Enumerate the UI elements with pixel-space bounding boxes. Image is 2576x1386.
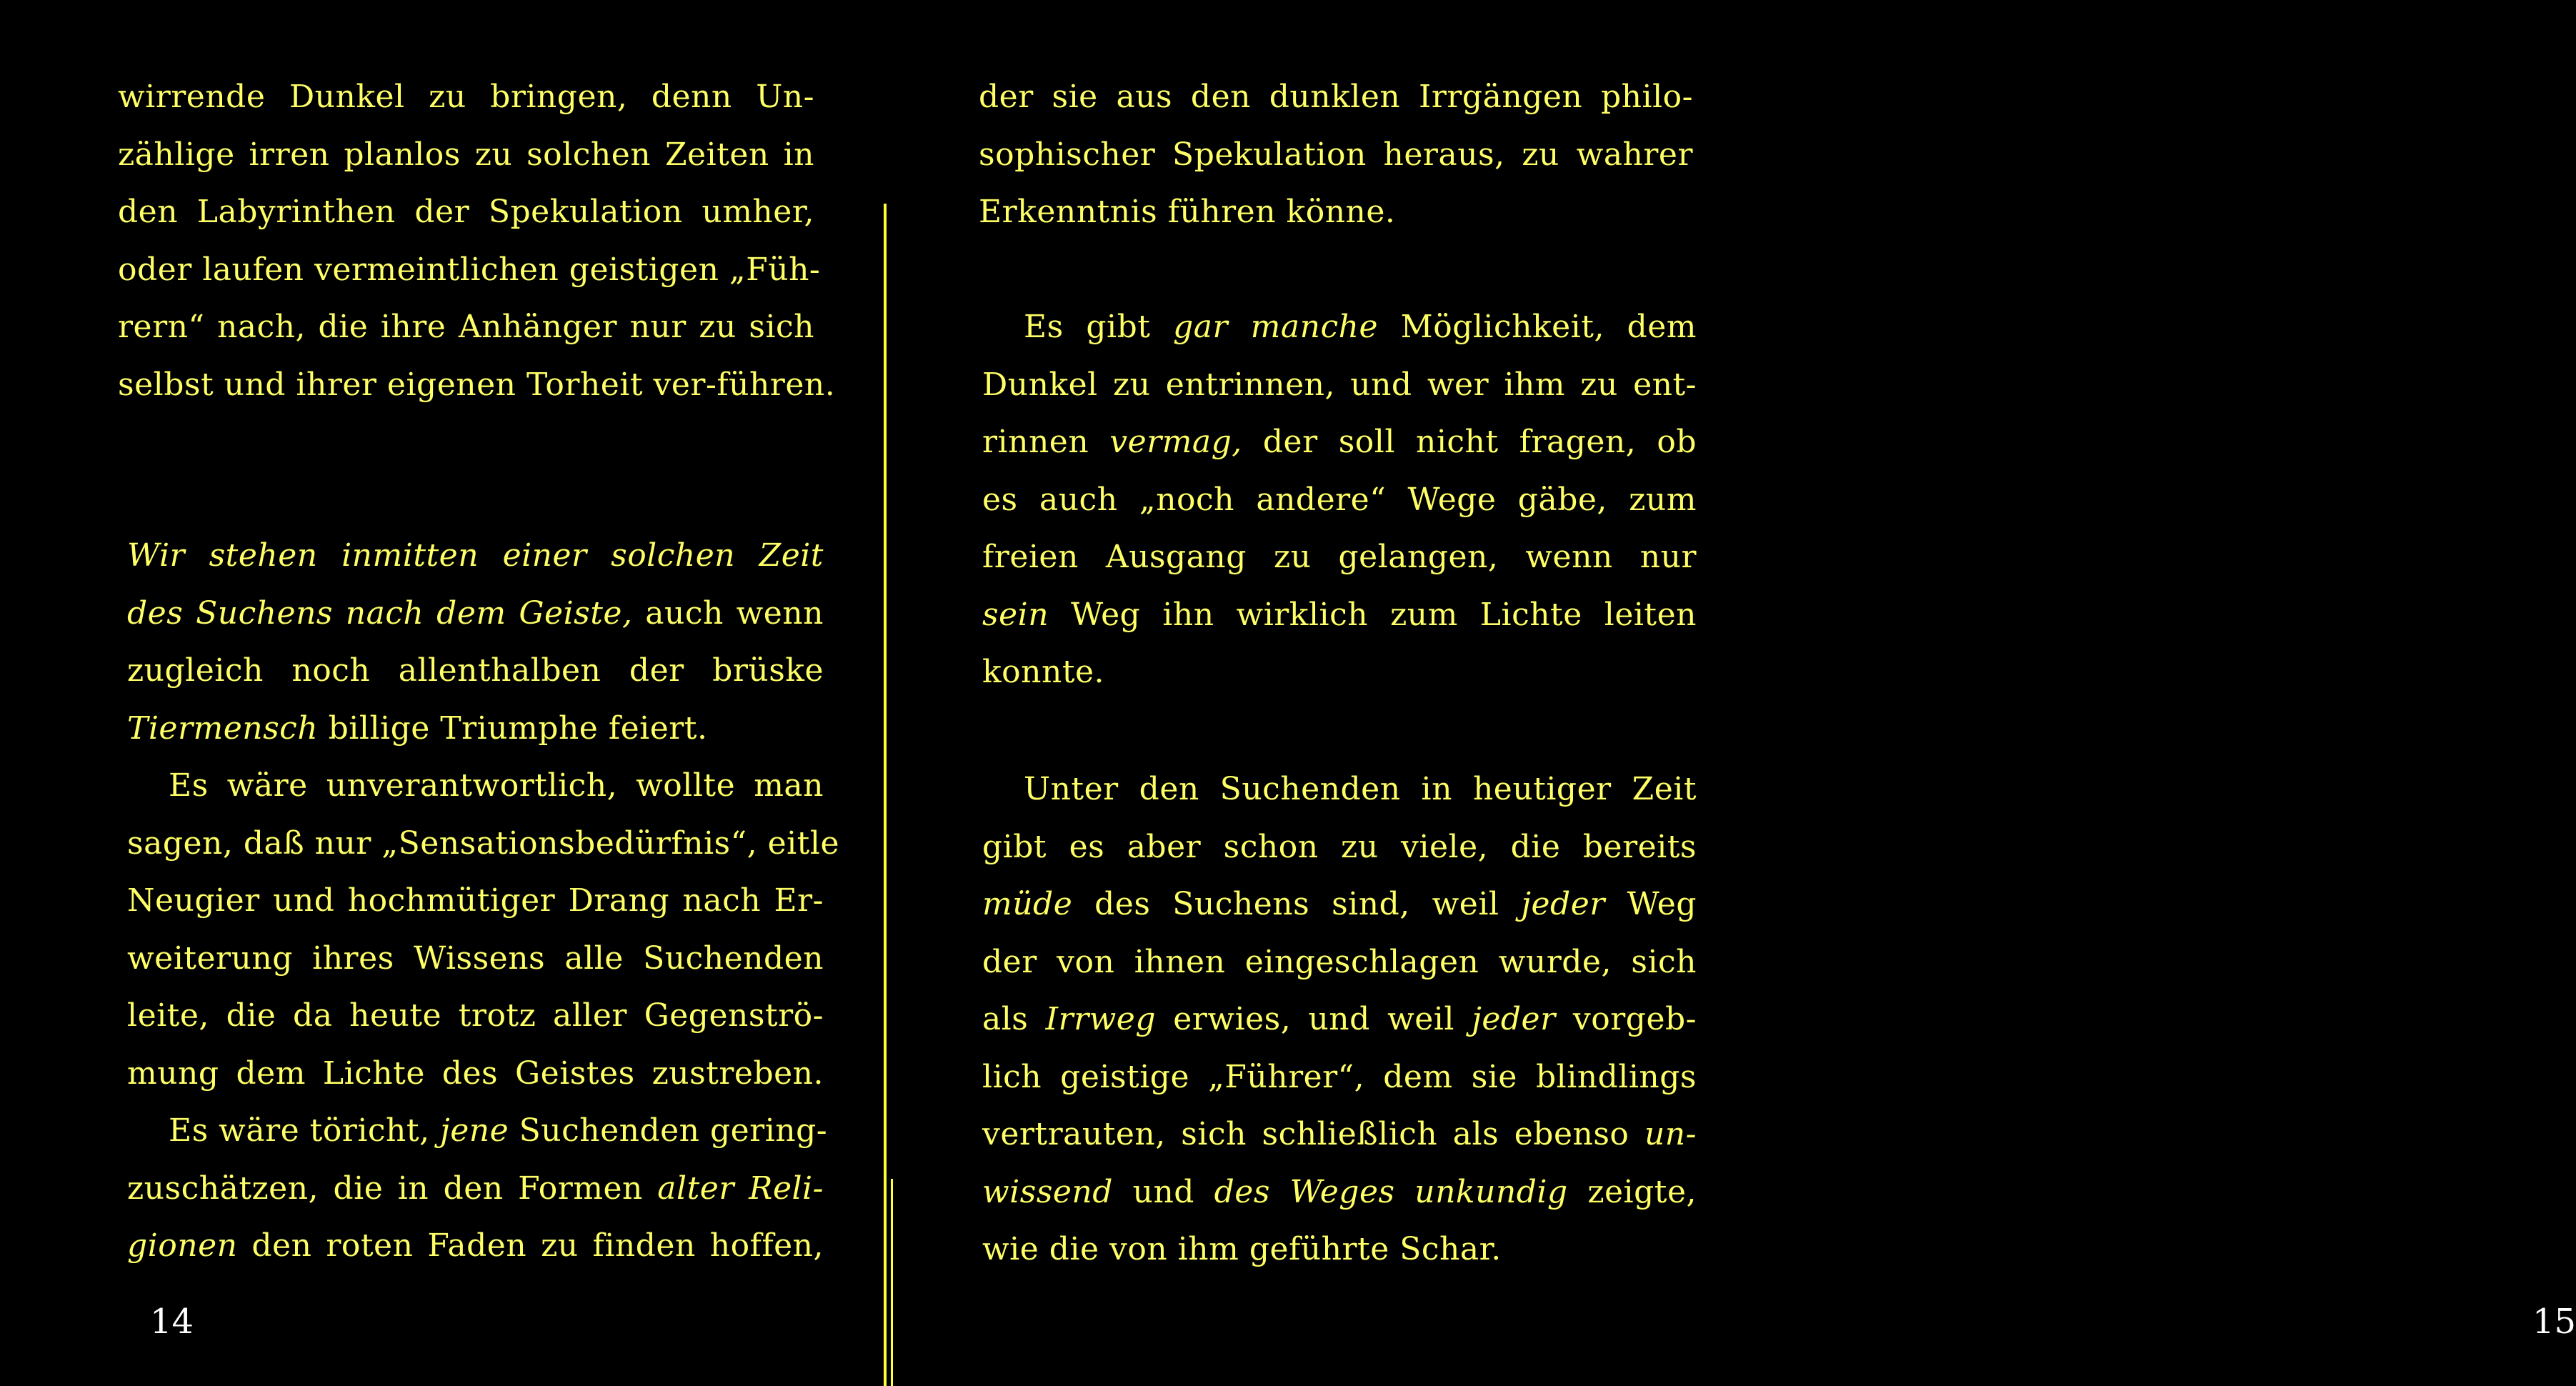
- text-line: [127, 700, 824, 758]
- text-line: der von ihnen eingeschlagen wurde, sich: [982, 943, 1697, 980]
- page-number-right: 15: [2532, 1302, 2576, 1342]
- italic-text: jene: [440, 1112, 509, 1149]
- plain-text: der soll nicht fragen, ob: [1242, 424, 1697, 460]
- text-line: [982, 587, 1697, 644]
- text-line: mung dem Lichte des Geistes zustreben.: [127, 1055, 824, 1092]
- text-line: es auch „noch andere“ Wege gäbe, zum: [982, 481, 1697, 518]
- page-number-left: 14: [150, 1302, 194, 1342]
- italic-text: Tiermensch: [127, 709, 319, 747]
- text-line: Es wäre unverantwortlich, wollte man: [169, 767, 824, 804]
- italic-text: vermag,: [1109, 424, 1242, 460]
- book-spine-divider: [884, 204, 887, 1386]
- left-paragraph-continued: [118, 69, 836, 414]
- text-line: [982, 991, 1697, 1049]
- text-line: zählige irren planlos zu solchen Zeiten in: [118, 136, 814, 173]
- italic-text: Irrweg: [1045, 1001, 1156, 1037]
- right-paragraph-continued: [979, 69, 1693, 241]
- plain-text: rinnen: [982, 424, 1110, 460]
- text-line: selbst und ihrer eigenen Torheit ver-führen.: [118, 366, 836, 403]
- text-line: der sie aus den dunklen Irrgängen philo-: [979, 79, 1693, 115]
- italic-text: jeder: [1472, 1001, 1556, 1037]
- text-line: sagen, daß nur „Sensationsbedürfnis“, eitle: [127, 824, 839, 862]
- plain-text: billige Triumphe feiert.: [318, 709, 708, 747]
- text-line: weiterung ihres Wissens alle Suchenden: [127, 939, 824, 977]
- italic-text: Wir stehen inmitten einer solchen Zeit: [127, 537, 824, 574]
- text-line: wie die von ihm geführte Schar.: [982, 1231, 1502, 1267]
- plain-text: als: [982, 1001, 1046, 1037]
- text-line: oder laufen vermeintlichen geistigen „Füh-: [118, 251, 821, 288]
- text-line: [127, 1217, 824, 1275]
- right-paragraph-seekers: [982, 761, 1697, 1279]
- text-line: leite, die da heute trotz aller Gegenströ-: [127, 997, 824, 1034]
- text-line: [982, 1106, 1697, 1164]
- plain-text: den roten Faden zu finden hoffen,: [237, 1227, 824, 1264]
- text-line: freien Ausgang zu gelangen, wenn nur: [982, 539, 1697, 575]
- italic-text: un-: [1644, 1116, 1697, 1152]
- text-line: [982, 414, 1697, 472]
- text-line: Unter den Suchenden in heutiger Zeit: [1024, 771, 1697, 807]
- text-line: [127, 585, 824, 643]
- right-paragraph-possibility: [982, 299, 1697, 702]
- italic-text: alter Reli-: [657, 1170, 824, 1207]
- plain-text: und: [1112, 1173, 1214, 1210]
- plain-text: Es wäre töricht,: [169, 1112, 441, 1149]
- plain-text: erwies, und weil: [1156, 1001, 1472, 1037]
- italic-text: wissend: [982, 1173, 1113, 1210]
- text-line: den Labyrinthen der Spekulation umher,: [118, 194, 814, 230]
- plain-text: zuschätzen, die in den Formen: [127, 1170, 658, 1207]
- plain-text: zeigte,: [1567, 1173, 1697, 1210]
- text-line: [127, 527, 824, 585]
- text-line: Neugier und hochmütiger Drang nach Er-: [127, 882, 824, 919]
- text-line: [127, 1102, 828, 1160]
- italic-text: jeder: [1521, 886, 1605, 922]
- italic-text: des Suchens nach dem Geiste,: [127, 594, 633, 632]
- text-line: rern“ nach, die ihre Anhänger nur zu sich: [118, 309, 814, 345]
- text-line: lich geistige „Führer“, dem sie blindlings: [982, 1058, 1697, 1095]
- plain-text: auch wenn: [632, 594, 824, 632]
- plain-text: Es gibt: [1024, 309, 1174, 345]
- text-line: konnte.: [982, 654, 1105, 690]
- plain-text: Weg: [1604, 886, 1697, 922]
- italic-text: gar manche: [1173, 309, 1378, 345]
- plain-text: Suchenden gering-: [509, 1112, 828, 1149]
- plain-text: vorgeb-: [1555, 1001, 1697, 1037]
- plain-text: Weg ihn wirklich zum Lichte leiten: [1049, 596, 1697, 633]
- right-page: [897, 0, 2576, 1386]
- text-line: gibt es aber schon zu viele, die bereits: [982, 828, 1697, 865]
- plain-text: des Suchens sind, weil: [1072, 886, 1522, 922]
- text-line: zugleich noch allenthalben der brüske: [127, 652, 824, 689]
- left-page: [0, 0, 882, 1386]
- italic-text: sein: [982, 596, 1049, 633]
- text-line: wirrende Dunkel zu bringen, denn Un-: [118, 79, 814, 115]
- italic-text: des Weges unkundig: [1214, 1173, 1568, 1210]
- italic-text: müde: [982, 886, 1073, 922]
- text-line: Erkenntnis führen könne.: [979, 194, 1396, 230]
- text-line: Dunkel zu entrinnen, und wer ihm zu ent-: [982, 366, 1697, 403]
- book-spine-divider-secondary: [891, 1179, 893, 1386]
- text-line: sophischer Spekulation heraus, zu wahrer: [979, 136, 1693, 173]
- left-paragraphs-main: [127, 527, 839, 1275]
- text-line: [982, 1164, 1697, 1222]
- text-line: [127, 1160, 824, 1218]
- text-line: [982, 299, 1697, 357]
- plain-text: vertrauten, sich schließlich als ebenso: [982, 1116, 1644, 1152]
- plain-text: Möglichkeit, dem: [1378, 309, 1697, 345]
- text-line: [982, 876, 1697, 934]
- italic-text: gionen: [127, 1227, 238, 1264]
